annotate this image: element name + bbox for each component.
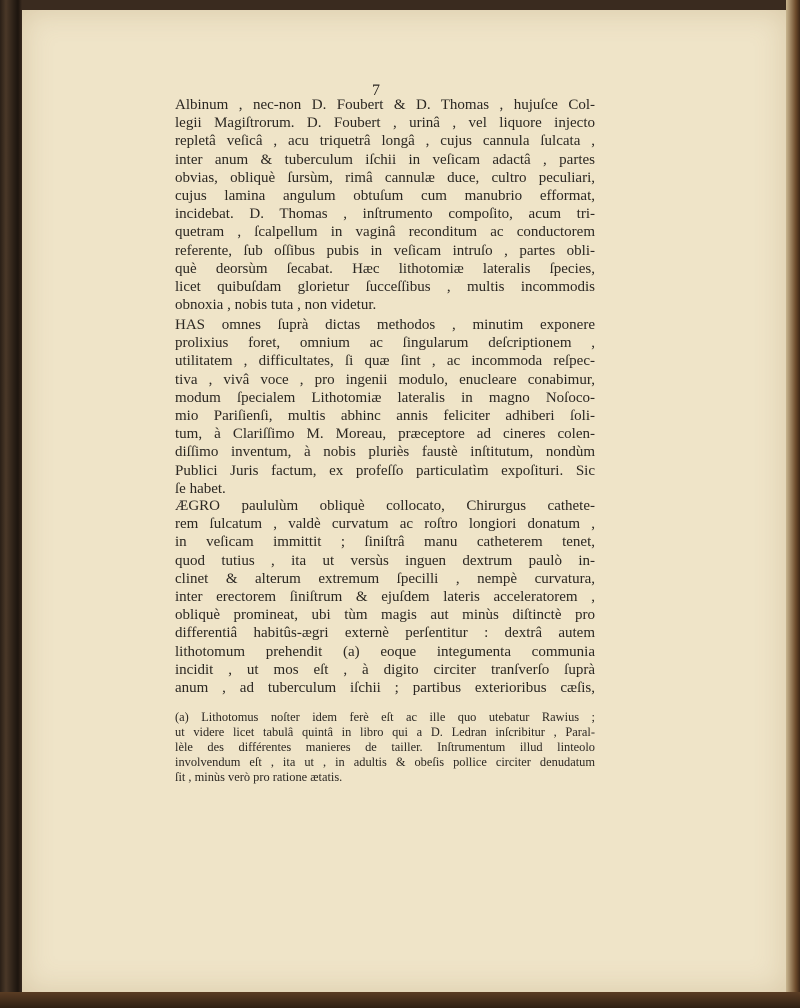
text-line: mio Pariſienſi, multis abhinc annis feliciter adhiberi ſoli- xyxy=(175,408,595,425)
text-line: referente, ſub oſſibus pubis in veſicam intruſo , partes obli- xyxy=(175,242,595,259)
text-line: HAS omnes ſuprà dictas methodos , minutim exponere xyxy=(175,317,595,333)
text-line: obnoxia , nobis tuta , non videtur. xyxy=(175,297,377,314)
text-line: tum, à Clariſſimo M. Moreau, præceptore ad cineres colen- xyxy=(175,426,595,443)
text-line: repletâ veſicâ , acu triquetrâ longâ , cujus cannula ſulcata , xyxy=(175,133,595,150)
text-line: differentiâ habitûs-ægri externè perſentitur : dextrâ autem xyxy=(175,625,595,642)
page-right-edge xyxy=(786,0,800,1008)
footnote-line: lèle des différentes manieres de tailler. Inſtrumentum illud linteolo xyxy=(175,740,595,754)
text-line: obvias, obliquè ſursùm, rimâ cannulæ duce, cultro peculiari, xyxy=(175,169,595,186)
footnote-line: ſit , minùs verò pro ratione ætatis. xyxy=(175,770,343,784)
text-line: prolixius foret, omnium ac ſingularum deſcriptionem , xyxy=(175,335,595,352)
paragraph-1 xyxy=(175,96,595,314)
footnote-line: ut videre licet tabulâ quintâ in libro qui a D. Ledran inſcribitur , Paral- xyxy=(175,725,595,739)
text-line: inter anum & tuberculum iſchii in veſicam adactâ , partes xyxy=(175,151,595,168)
text-line: quetram , ſcalpellum in vaginâ reconditum ac conductorem xyxy=(175,224,595,241)
text-line: què deorsùm ſecabat. Hæc lithotomiæ lateralis ſpecies, xyxy=(175,260,595,277)
paragraph-3 xyxy=(175,497,595,697)
text-line: rem ſulcatum , valdè curvatum ac roſtro longiori donatum , xyxy=(175,516,595,533)
text-line: anum , ad tuberculum iſchii ; partibus exterioribus cæſis, xyxy=(175,680,595,697)
text-line: incidit , ut mos eſt , à digito circiter tranſverſo ſuprà xyxy=(175,661,595,678)
text-line: diſſimo inventum, à nobis pluriès faustè inſtitutum, nondùm xyxy=(175,444,595,461)
footnote xyxy=(175,710,595,785)
text-line: tiva , vivâ voce , pro ingenii modulo, enucleare conabimur, xyxy=(175,371,595,388)
text-line: ſe habet. xyxy=(175,480,226,497)
text-line: quod tutius , ita ut versùs inguen dextrum paulò in- xyxy=(175,552,595,569)
text-line: in veſicam immittit ; ſiniſtrâ manu catheterem tenet, xyxy=(175,534,595,551)
text-line: modum ſpecialem Lithotomiæ lateralis in magno Noſoco- xyxy=(175,389,595,406)
page-bottom-edge xyxy=(0,992,800,1008)
text-line: legii Magiſtrorum. D. Foubert , urinâ , vel liquore injecto xyxy=(175,115,595,132)
text-line: ÆGRO paululùm obliquè collocato, Chirurgus cathete- xyxy=(175,498,595,514)
footnote-line: involvendum eſt , ita ut , in adultis & obeſis pollice circiter denudatum xyxy=(175,755,595,769)
text-line: Publici Juris factum, ex profeſſo particulatìm expoſituri. Sic xyxy=(175,462,595,479)
text-line: obliquè promineat, ubi tùm magis aut minùs diſtinctè pro xyxy=(175,607,595,624)
footnote-line: (a) Lithotomus noſter idem ferè eſt ac ille quo utebatur Rawius ; xyxy=(175,710,595,724)
text-line: cujus lamina angulum obtuſum cum manubrio efformat, xyxy=(175,188,595,205)
text-line: Albinum , nec-non D. Foubert & D. Thomas , hujuſce Col- xyxy=(175,97,595,113)
page-number: 7 xyxy=(372,82,380,99)
text-line: licet quibuſdam glorietur ſucceſſibus , multis incommodis xyxy=(175,279,595,296)
text-line: clinet & alterum extremum ſpecilli , nempè curvatura, xyxy=(175,570,595,587)
text-line: lithotomum prehendit (a) eoque integumenta communia xyxy=(175,643,595,660)
paragraph-2 xyxy=(175,316,595,498)
text-line: utilitatem , difficultates, ſi quæ ſint , ac incommoda reſpec- xyxy=(175,353,595,370)
text-line: incidebat. D. Thomas , inſtrumento compoſito, acum tri- xyxy=(175,206,595,223)
text-line: inter erectorem ſiniſtrum & ejuſdem lateris acceleratorem , xyxy=(175,589,595,606)
